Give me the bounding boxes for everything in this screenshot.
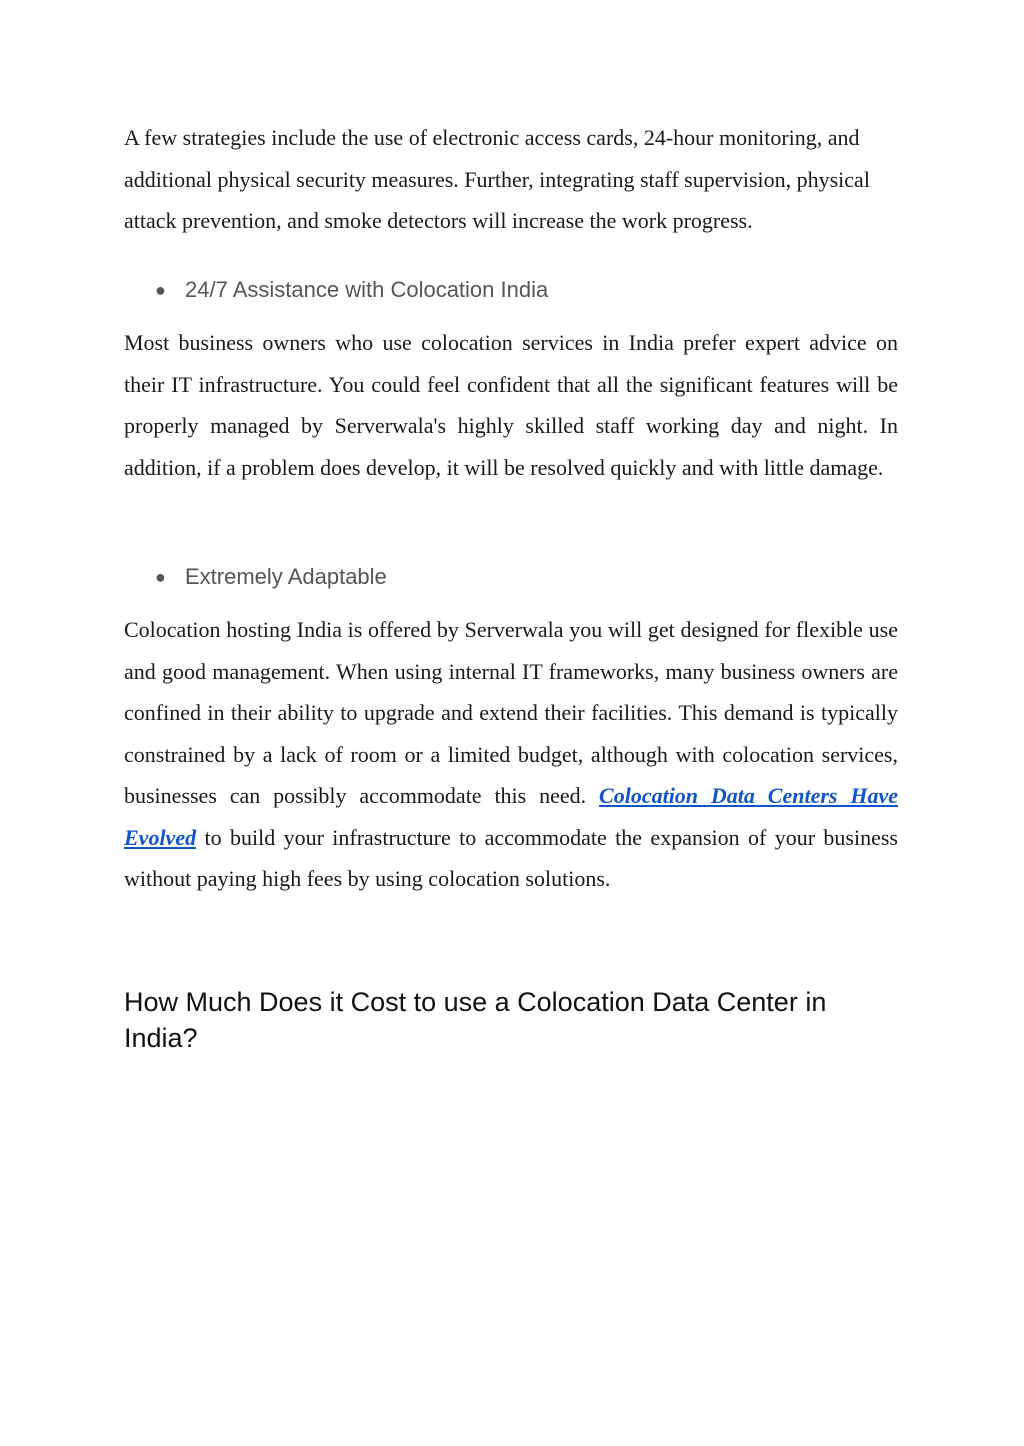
bullet-item-adaptable xyxy=(155,562,387,592)
paragraph-adaptable xyxy=(124,609,898,900)
paragraph-text-before-link: Colocation hosting India is offered by Serverwala you will get designed for flexible use and good management. When using internal IT frameworks, many business owners are confined in their ability to upgrade and extend their facilities. This demand is typically constrained by a lack of room or a limited budget, although with colocation services, businesses can possibly accommodate this need. xyxy=(124,617,898,808)
paragraph-security-strategies: A few strategies include the use of electronic access cards, 24-hour monitoring, and additional physical security measures. Further, integrating staff supervision, physical attack prevention, and smoke detectors will increase the work progress. xyxy=(124,125,870,233)
colocation-evolved-link[interactable]: Colocation Data Centers Have Evolved xyxy=(124,783,898,850)
paragraph-text-after-link: to build your infrastructure to accommodate the expansion of your business without paying high fees by using colocation solutions. xyxy=(124,824,898,891)
bullet-item-assistance xyxy=(155,275,548,305)
section-heading-cost: How Much Does it Cost to use a Colocation Data Center in India? xyxy=(124,987,827,1053)
bullet-dot-icon: ● xyxy=(155,280,166,300)
paragraph-assistance: Most business owners who use colocation services in India prefer expert advice on their IT infrastructure. You could feel confident that all the significant features will be properly managed by Serverwala's highly skilled staff working day and night. In addition, if a problem does develop, it will be resolved quickly and with little damage. xyxy=(124,330,898,480)
bullet-item-label: Extremely Adaptable xyxy=(185,564,387,589)
bullet-dot-icon: ● xyxy=(155,567,166,587)
bullet-item-label: 24/7 Assistance with Colocation India xyxy=(185,277,549,302)
